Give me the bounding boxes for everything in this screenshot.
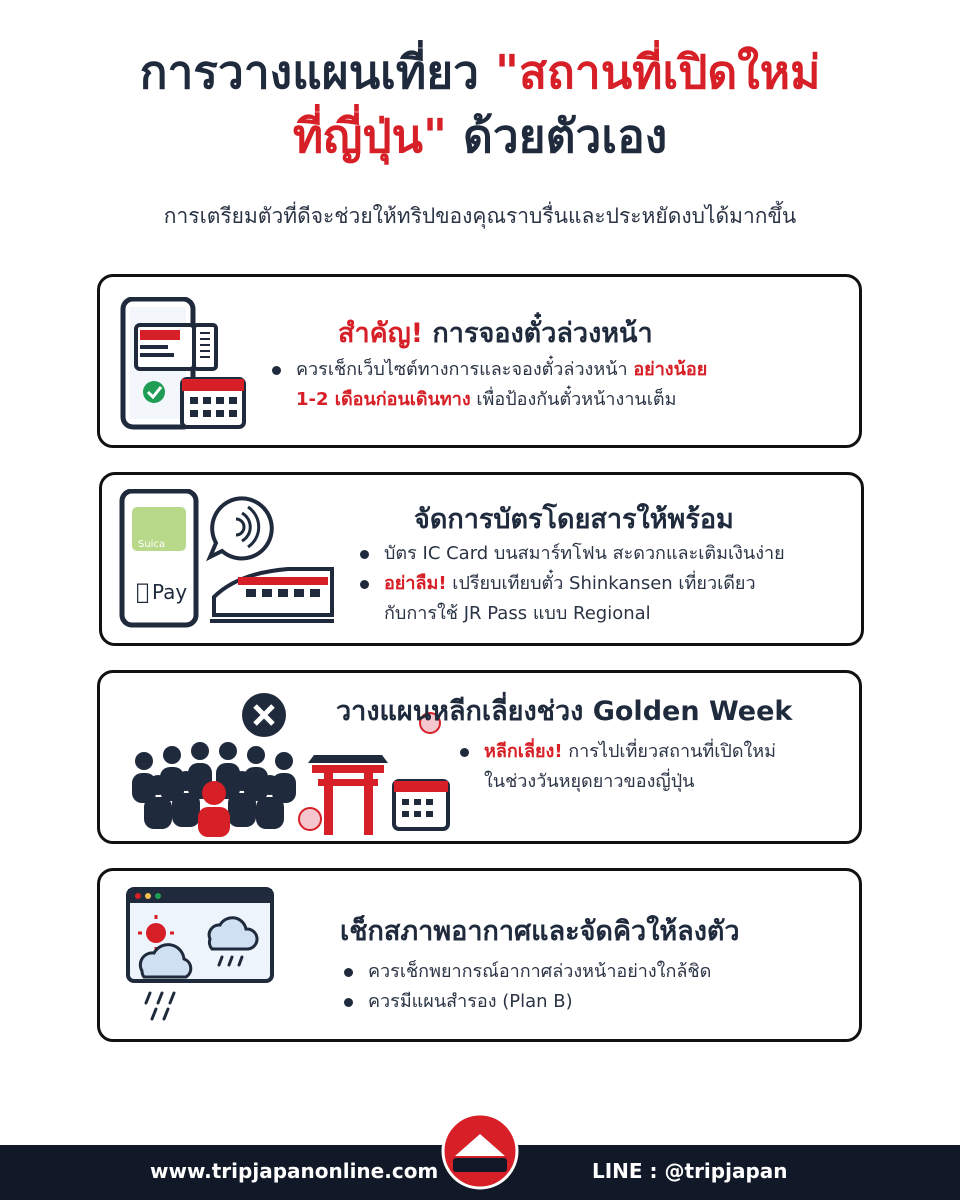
- list-item: อย่าลืม! เปรียบเทียบตั๋ว Shinkansen เที่ยวเดียว: [356, 569, 856, 599]
- card-booking-list: [268, 355, 828, 415]
- card-weather-list: [340, 957, 820, 1017]
- title-line2-b: ด้วยตัวเอง: [446, 109, 668, 163]
- list-item: ในช่วงวันหยุดยาวของญี่ปุ่น: [484, 771, 695, 792]
- card-golden-week-list: [456, 737, 846, 797]
- list-item: 1-2 เดือนก่อนเดินทาง เพื่อป้องกันตั๋วหน้างานเต็ม: [296, 389, 677, 410]
- card-weather-heading: เช็กสภาพอากาศและจัดคิวให้ลงตัว: [340, 916, 740, 947]
- list-item: ควรมีแผนสำรอง (Plan B): [340, 987, 820, 1017]
- line-contact[interactable]: LINE : @tripjapan: [592, 1159, 788, 1183]
- weather-window-icon: [126, 887, 276, 1027]
- pay-label: Pay: [152, 580, 188, 604]
- website-link[interactable]: www.tripjapanonline.com: [150, 1159, 439, 1183]
- card-golden-week-heading: วางแผนหลีกเลี่ยงช่วง Golden Week: [336, 696, 793, 727]
- title-line2-a: ที่ญี่ปุ่น": [292, 109, 447, 163]
- list-item: หลีกเลี่ยง! การไปเที่ยวสถานที่เปิดใหม่: [456, 737, 846, 767]
- heading-text: การจองตั๋วล่วงหน้า: [423, 318, 653, 349]
- heading-accent: สำคัญ!: [338, 318, 424, 349]
- card-weather: [97, 868, 862, 1042]
- page-subtitle: การเตรียมตัวที่ดีจะช่วยให้ทริปของคุณราบรื่นและประหยัดงบได้มากขึ้น: [163, 204, 797, 228]
- phone-ticket-icon: [118, 297, 253, 432]
- list-item: ควรเช็กเว็บไซต์ทางการและจองตั๋วล่วงหน้า อย่างน้อย: [268, 355, 828, 385]
- card-booking-heading: [338, 311, 653, 354]
- title-line1-a: การวางแผนเที่ยว: [139, 45, 495, 99]
- card-transit-pass: [99, 472, 864, 646]
- tripjapan-logo: [441, 1112, 519, 1190]
- list-item: กับการใช้ JR Pass แบบ Regional: [384, 603, 651, 624]
- card-booking: [97, 274, 862, 448]
- card-transit-list: [356, 539, 856, 629]
- list-item: บัตร IC Card บนสมาร์ทโฟน สะดวกและเติมเงินง่าย: [356, 539, 856, 569]
- page-title: [0, 40, 960, 168]
- card-brand: Suica: [138, 539, 166, 550]
- title-line1-b: "สถานที่เปิดใหม่: [495, 45, 821, 99]
- list-item: ควรเช็กพยากรณ์อากาศล่วงหน้าอย่างใกล้ชิด: [340, 957, 820, 987]
- svg-text:: [136, 580, 149, 605]
- card-golden-week: [97, 670, 862, 844]
- card-transit-heading: จัดการบัตรโดยสารให้พร้อม: [414, 504, 734, 535]
- smartphone-pay-icon: [118, 489, 338, 629]
